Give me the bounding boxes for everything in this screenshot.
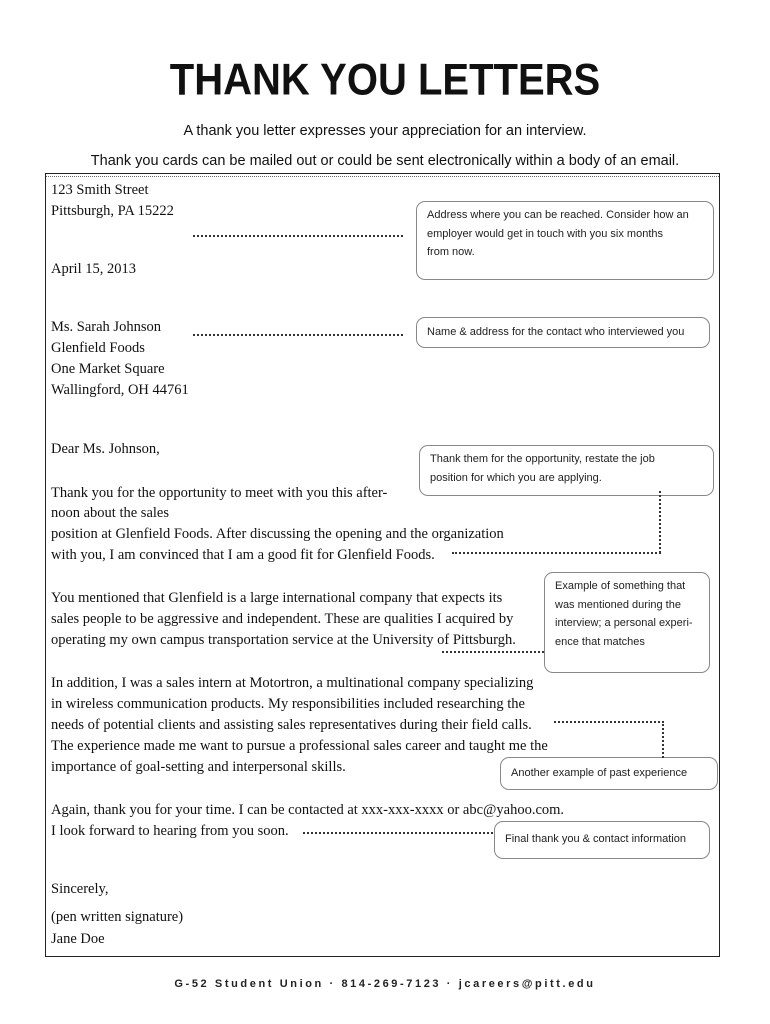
callout-another-example bbox=[500, 757, 718, 790]
paragraph-4-line: Again, thank you for your time. I can be contacted at xxx-xxx-xxxx or abc@yahoo.com. bbox=[51, 802, 565, 818]
recipient-name: Ms. Sarah Johnson bbox=[51, 319, 161, 335]
subtitle-delivery: Thank you cards can be mailed out or could be sent electronically within a body of an email. bbox=[90, 153, 680, 169]
page-title: THANK YOU LETTERS bbox=[169, 55, 601, 105]
callout-thank bbox=[419, 445, 714, 496]
callout-final-text: Final thank you & contact information bbox=[505, 833, 686, 845]
sender-city: Pittsburgh, PA 15222 bbox=[51, 203, 174, 219]
salutation: Dear Ms. Johnson, bbox=[51, 441, 160, 457]
callout-thank-line: Thank them for the opportunity, restate the job bbox=[430, 453, 655, 465]
paragraph-2-line: You mentioned that Glenfield is a large international company that expects its bbox=[51, 590, 503, 606]
letter-top-divider bbox=[46, 176, 719, 177]
paragraph-1-line: position at Glenfield Foods. After discussing the opening and the organization bbox=[51, 526, 504, 542]
callout-example-line: was mentioned during the bbox=[555, 598, 681, 611]
paragraph-1-line: with you, I am convinced that I am a good fit for Glenfield Foods. bbox=[51, 547, 435, 563]
paragraph-3-line: The experience made me want to pursue a professional sales career and taught me the bbox=[51, 738, 548, 754]
paragraph-2-line: sales people to be aggressive and independent. These are qualities I acquired by bbox=[51, 611, 514, 627]
paragraph-1-line: noon about the sales bbox=[51, 505, 169, 521]
callout-address-line: employer would get in touch with you six months bbox=[427, 227, 664, 240]
callout-address bbox=[416, 201, 714, 280]
leader-final bbox=[303, 832, 493, 834]
callout-address-line: Address where you can be reached. Consider how an bbox=[427, 209, 689, 221]
callout-recipient-text: Name & address for the contact who interviewed you bbox=[427, 326, 685, 338]
callout-example-line: ence that matches bbox=[555, 635, 645, 648]
leader-address bbox=[193, 235, 403, 237]
sender-street: 123 Smith Street bbox=[51, 182, 149, 198]
paragraph-4-line: I look forward to hearing from you soon. bbox=[51, 823, 289, 839]
leader-recipient bbox=[193, 334, 403, 336]
paragraph-3-line: In addition, I was a sales intern at Motortron, a multinational company specializing bbox=[51, 675, 534, 691]
callout-example-line: Example of something that bbox=[555, 580, 686, 592]
leader-example bbox=[442, 651, 544, 653]
callout-thank-line: position for which you are applying. bbox=[430, 471, 602, 484]
recipient-street: One Market Square bbox=[51, 361, 165, 377]
paragraph-3-line: importance of goal-setting and interpersonal skills. bbox=[51, 759, 346, 775]
footer-contact: G-52 Student Union · 814-269-7123 · jcareers@pitt.edu bbox=[174, 978, 596, 990]
callout-final bbox=[494, 821, 710, 859]
leader-thank-vertical bbox=[659, 491, 661, 553]
letter-date: April 15, 2013 bbox=[51, 261, 136, 277]
paragraph-3-line: in wireless communication products. My responsibilities included researching the bbox=[51, 696, 525, 712]
paragraph-2-line: operating my own campus transportation service at the University of Pittsburgh. bbox=[51, 632, 516, 648]
callout-another-example-text: Another example of past experience bbox=[511, 767, 688, 779]
recipient-company: Glenfield Foods bbox=[51, 340, 145, 356]
paragraph-3-line: needs of potential clients and assisting sales representatives during their field calls. bbox=[51, 717, 532, 733]
leader-another-vertical bbox=[662, 721, 664, 758]
closing: Sincerely, bbox=[51, 881, 109, 897]
leader-thank-horizontal bbox=[452, 552, 661, 554]
recipient-city: Wallingford, OH 44761 bbox=[51, 382, 189, 398]
signer-name: Jane Doe bbox=[51, 931, 105, 947]
callout-example-line: interview; a personal experi- bbox=[555, 617, 693, 629]
callout-recipient bbox=[416, 317, 710, 348]
callout-example bbox=[544, 572, 710, 673]
callout-address-line: from now. bbox=[427, 246, 475, 258]
paragraph-1-line: Thank you for the opportunity to meet with you this after- bbox=[51, 485, 388, 501]
signature-note: (pen written signature) bbox=[51, 909, 184, 925]
leader-another-horizontal bbox=[554, 721, 664, 723]
subtitle-appreciation: A thank you letter expresses your appreciation for an interview. bbox=[183, 123, 587, 139]
